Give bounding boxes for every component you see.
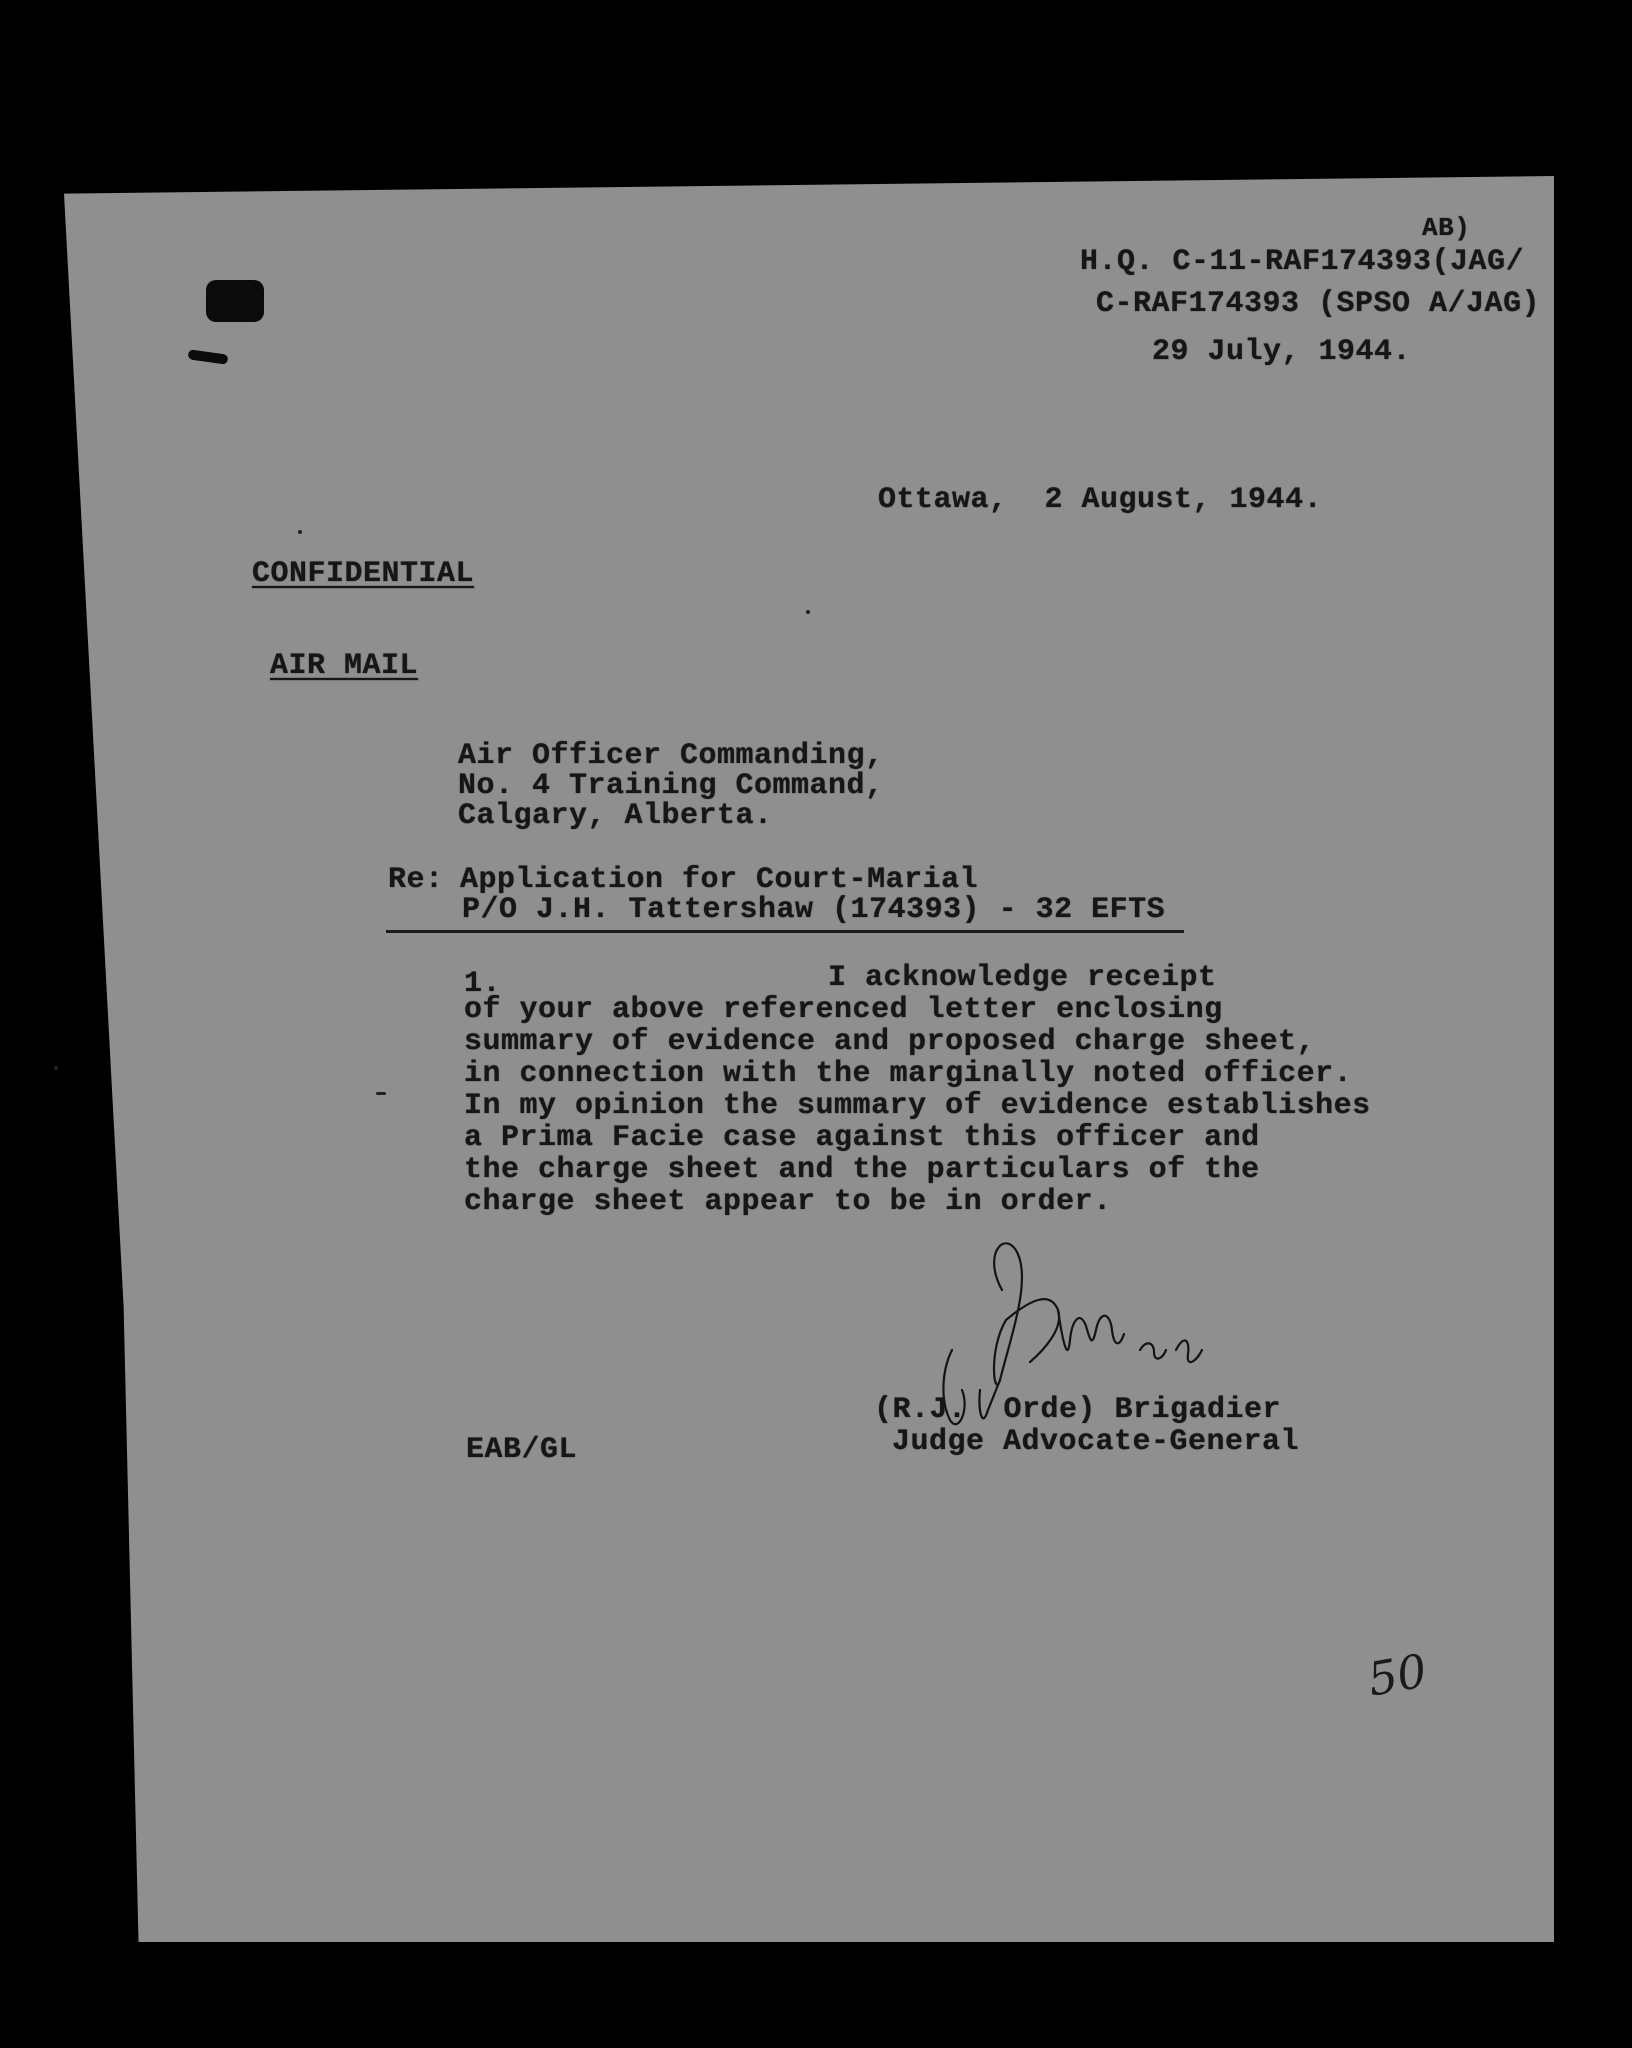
place-date: Ottawa, 2 August, 1944. bbox=[878, 483, 1323, 517]
handwritten-page-number: 50 bbox=[1363, 1643, 1431, 1707]
body-line-7: the charge sheet and the particulars of the bbox=[464, 1153, 1260, 1187]
paper-speck bbox=[298, 530, 302, 534]
body-line-4: in connection with the marginally noted officer. bbox=[464, 1057, 1353, 1091]
subject-line-2: P/O J.H. Tattershaw (174393) - 32 EFTS bbox=[462, 893, 1166, 927]
ref-line-2: C-RAF174393 (SPSO A/JAG) bbox=[1096, 287, 1541, 321]
paper-speck bbox=[806, 610, 810, 614]
ref-date: 29 July, 1944. bbox=[1152, 335, 1412, 369]
body-line-2: of your above referenced letter enclosing bbox=[464, 993, 1223, 1027]
ref-line-0: AB) bbox=[1422, 213, 1471, 243]
recipient-line-3: Calgary, Alberta. bbox=[458, 799, 773, 833]
subject-prefix: Re: bbox=[388, 863, 444, 897]
body-line-8: charge sheet appear to be in order. bbox=[464, 1185, 1112, 1219]
hole-punch-mark bbox=[206, 280, 264, 322]
paper-speck bbox=[376, 1092, 386, 1095]
body-line-1: I acknowledge receipt bbox=[828, 961, 1217, 995]
subject-line-1: Application for Court-Marial bbox=[460, 863, 979, 897]
delivery-method: AIR MAIL bbox=[270, 649, 419, 683]
ref-line-1: H.Q. C-11-RAF174393(JAG/ bbox=[1080, 245, 1525, 279]
paragraph-number: 1. bbox=[464, 967, 502, 1001]
signatory-name-rank: (R.J. Orde) Brigadier bbox=[874, 1393, 1282, 1427]
body-line-3: summary of evidence and proposed charge sheet, bbox=[464, 1025, 1316, 1059]
recipient-line-1: Air Officer Commanding, bbox=[458, 739, 884, 773]
body-line-5: In my opinion the summary of evidence establishes bbox=[464, 1089, 1371, 1123]
typist-initials: EAB/GL bbox=[466, 1433, 578, 1467]
recipient-line-2: No. 4 Training Command, bbox=[458, 769, 884, 803]
classification-heading: CONFIDENTIAL bbox=[252, 557, 475, 591]
subject-underline bbox=[386, 930, 1184, 933]
paper-speck bbox=[54, 1066, 58, 1070]
signatory-title: Judge Advocate-General bbox=[892, 1425, 1300, 1459]
body-line-6: a Prima Facie case against this officer and bbox=[464, 1121, 1260, 1155]
